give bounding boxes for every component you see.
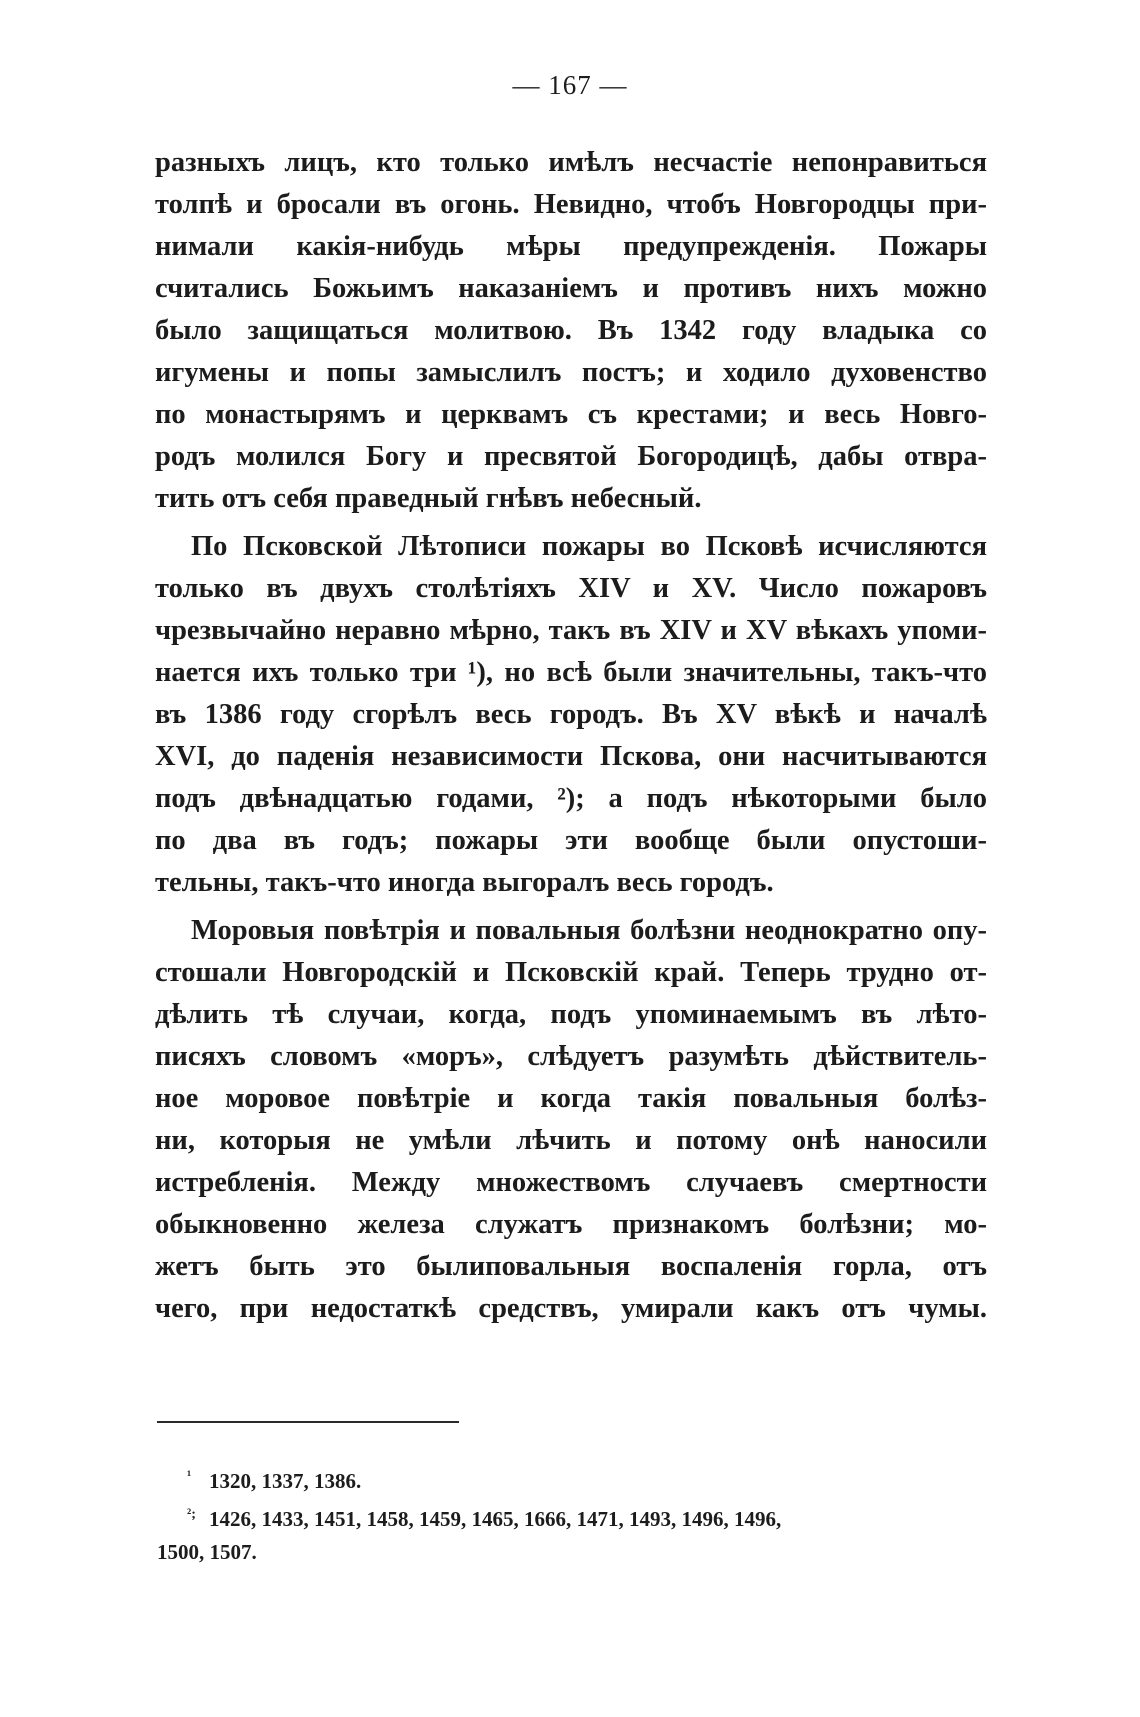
text-line: По Псковской Лѣтописи пожары во Псковѣ исчисляются: [191, 531, 987, 562]
text-line: родъ молился Богу и пресвятой Богородицѣ, дабы отвра-: [155, 441, 987, 472]
footnote-divider: [157, 1421, 459, 1423]
footnote-text: 1500, 1507.: [157, 1540, 257, 1564]
text-line: обыкновенно железа служатъ признакомъ болѣзни; мо-: [155, 1209, 987, 1240]
text-line: чего, при недостаткѣ средствъ, умирали какъ отъ чумы.: [155, 1293, 987, 1324]
footnote-text: 1320, 1337, 1386.: [209, 1469, 362, 1493]
text-line: въ 1386 году сгорѣлъ весь городъ. Въ XV вѣкѣ и началѣ: [155, 699, 987, 730]
text-line: ни, которыя не умѣли лѣчить и потому онѣ наносили: [155, 1125, 987, 1156]
paragraph-3: [155, 910, 987, 1330]
text-line: тить отъ себя праведный гнѣвъ небесный.: [155, 483, 702, 514]
text-line: писяхъ словомъ «моръ», слѣдуетъ разумѣть дѣйствитель-: [155, 1041, 987, 1072]
text-line: стошали Новгородскій и Псковскій край. Теперь трудно от-: [155, 957, 987, 988]
text-line: чрезвычайно неравно мѣрно, такъ въ XIV и XV вѣкахъ упоми-: [155, 615, 987, 646]
footnote-marker: ²;: [187, 1507, 196, 1522]
text-line: XVI, до паденія независимости Пскова, они насчитываются: [155, 741, 987, 772]
text-line: Моровыя повѣтрія и повальныя болѣзни неоднократно опу-: [191, 915, 987, 946]
footnote-text: 1426, 1433, 1451, 1458, 1459, 1465, 1666, 1471, 1493, 1496, 1496,: [209, 1507, 782, 1531]
text-line: нается ихъ только три ¹), но всѣ были значительны, такъ-что: [155, 657, 987, 688]
text-line: по два въ годъ; пожары эти вообще были опустоши-: [155, 825, 987, 856]
text-line: разныхъ лицъ, кто только имѣлъ несчастіе непонравиться: [155, 147, 987, 178]
text-line: по монастырямъ и церквамъ съ крестами; и весь Новго-: [155, 399, 987, 430]
paragraph-2: [155, 526, 987, 904]
text-line: тельны, такъ-что иногда выгоралъ весь городъ.: [155, 867, 774, 898]
paragraph-1: [155, 142, 987, 520]
text-line: было защищаться молитвою. Въ 1342 году владыка со: [155, 315, 987, 346]
body-text: [155, 142, 987, 1336]
text-line: толпѣ и бросали въ огонь. Невидно, чтобъ Новгородцы при-: [155, 189, 987, 220]
footnotes: [157, 1460, 989, 1569]
text-line: ное моровое повѣтріе и когда такія повальныя болѣз-: [155, 1083, 987, 1114]
text-line: считались Божьимъ наказаніемъ и противъ нихъ можно: [155, 273, 987, 304]
footnote-marker: ¹: [187, 1469, 192, 1484]
text-line: жетъ быть это былиповальныя воспаленія горла, отъ: [155, 1251, 987, 1282]
page-number: — 167 —: [512, 70, 628, 100]
text-line: дѣлить тѣ случаи, когда, подъ упоминаемымъ въ лѣто-: [155, 999, 987, 1030]
text-line: игумены и попы замыслилъ постъ; и ходило духовенство: [155, 357, 987, 388]
text-line: истребленія. Между множествомъ случаевъ смертности: [155, 1167, 987, 1198]
footnote-2: [157, 1498, 989, 1569]
text-line: только въ двухъ столѣтіяхъ XIV и XV. Число пожаровъ: [155, 573, 987, 604]
text-line: нимали какія-нибудь мѣры предупрежденія. Пожары: [155, 231, 987, 262]
footnote-1: [157, 1460, 989, 1498]
text-line: подъ двѣнадцатью годами, ²); а подъ нѣкоторыми было: [155, 783, 987, 814]
